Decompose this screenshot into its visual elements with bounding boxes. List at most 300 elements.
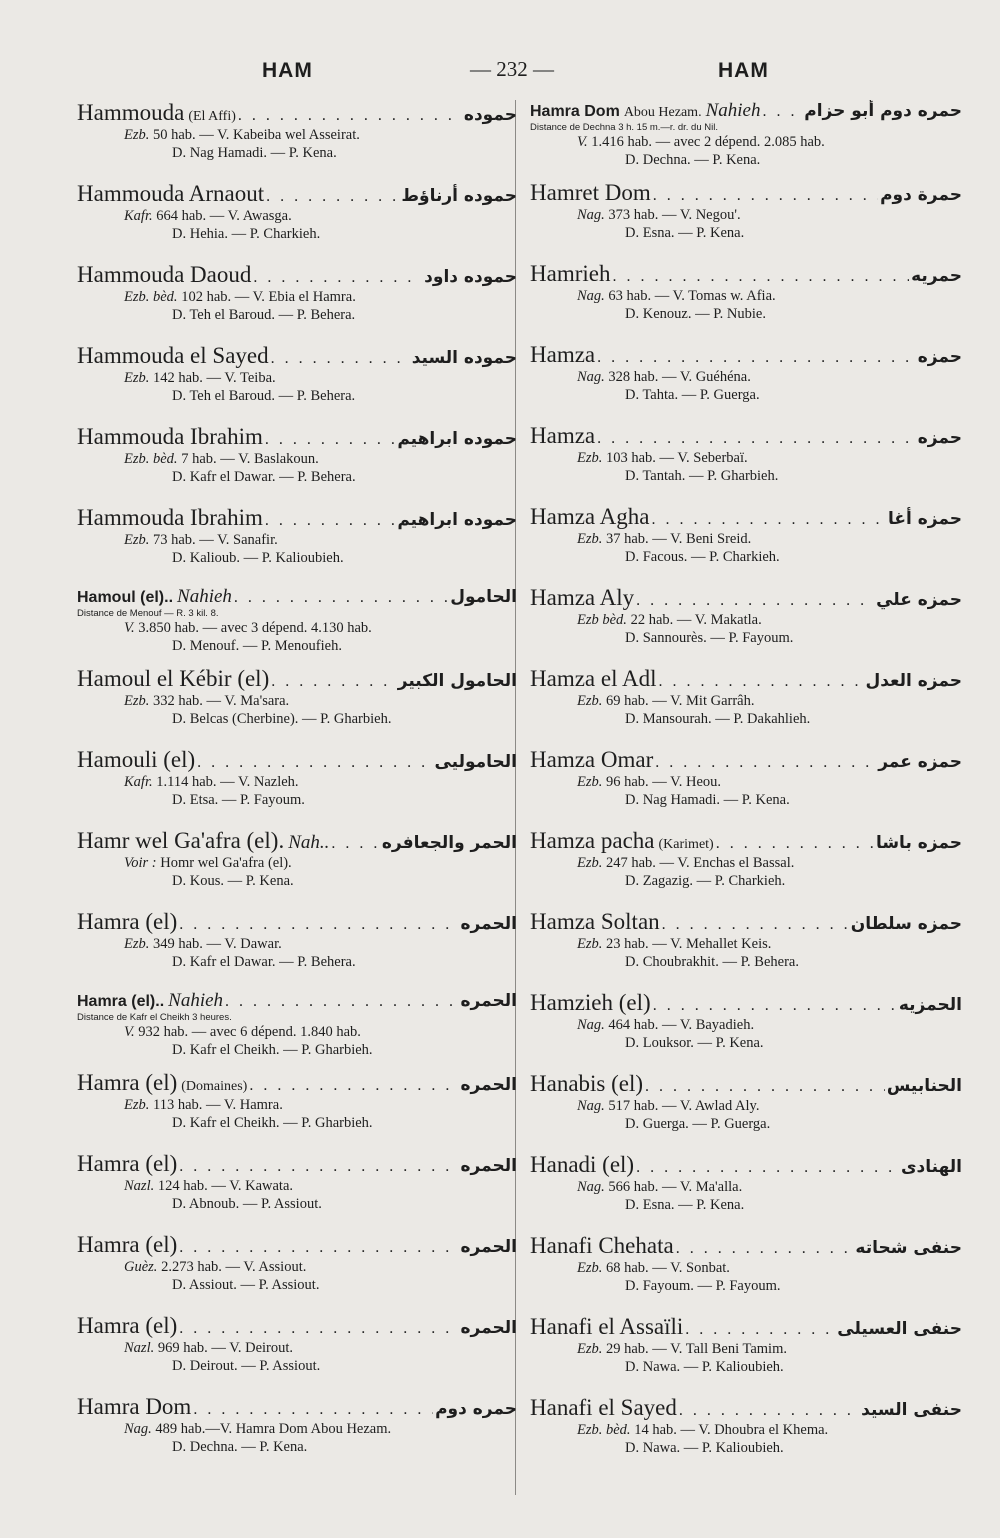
district-province: D. Esna. — P. Kena.	[625, 1197, 745, 1213]
locality-type: V.	[577, 134, 588, 150]
entry-headline	[530, 100, 962, 122]
nahieh-label: Nahieh	[705, 100, 761, 121]
entry-detail-line	[77, 1177, 517, 1195]
locality-type: Ezb.	[577, 450, 603, 466]
place-name: Hamra (el)	[77, 1232, 178, 1257]
dot-leader	[716, 835, 874, 853]
dot-leader	[179, 916, 458, 934]
district-province: D. Etsa. — P. Fayoum.	[172, 792, 305, 808]
entry-detail-line	[77, 1420, 517, 1438]
dot-leader	[636, 1159, 899, 1177]
arabic-name: حمزه سلطان	[850, 914, 962, 934]
entry-headline	[530, 666, 962, 692]
directory-entry	[77, 505, 517, 586]
population-village: 664 hab. — V. Awasga.	[156, 208, 292, 224]
locality-type: Kafr.	[124, 208, 153, 224]
district-province: D. Facous. — P. Charkieh.	[625, 549, 780, 565]
district-province: D. Nag Hamadi. — P. Kena.	[625, 792, 790, 808]
entry-detail-line	[530, 133, 962, 151]
locality-type: Ezb.	[124, 532, 150, 548]
population-village: 2.273 hab. — V. Assiout.	[161, 1259, 307, 1275]
directory-entry	[77, 424, 517, 505]
nahieh-label: Nah..	[288, 832, 330, 853]
population-village: 932 hab. — avec 6 dépend. 1.840 hab.	[138, 1024, 361, 1040]
locality-type: Nag.	[577, 207, 605, 223]
directory-entry	[530, 1152, 962, 1233]
entry-detail-line	[530, 692, 962, 710]
place-name: Hamra Dom	[77, 1394, 192, 1419]
entry-detail-line	[530, 1340, 962, 1358]
entry-headline	[77, 1394, 517, 1420]
arabic-name: الحنابيس	[886, 1076, 962, 1096]
place-name: Hammouda Daoud	[77, 262, 252, 287]
arabic-name: حمزه علي	[876, 590, 962, 610]
district-province: D. Abnoub. — P. Assiout.	[172, 1196, 322, 1212]
district-province: D. Kafr el Cheikh. — P. Gharbieh.	[172, 1115, 373, 1131]
dot-leader	[653, 997, 897, 1015]
entry-detail-line	[77, 619, 517, 637]
entry-detail-line	[77, 1096, 517, 1114]
place-name: Hamret Dom	[530, 180, 651, 205]
population-village: 50 hab. — V. Kabeiba wel Asseirat.	[153, 127, 360, 143]
population-village: 969 hab. — V. Deirout.	[157, 1340, 294, 1356]
population-village: 22 hab. — V. Makatla.	[630, 612, 762, 628]
running-head-left: HAM	[262, 59, 313, 82]
locality-type: Ezb.	[124, 1097, 150, 1113]
place-qualifier: (Karimet)	[658, 837, 714, 852]
entry-headline	[77, 1232, 517, 1258]
population-village: 464 hab. — V. Bayadieh.	[608, 1017, 755, 1033]
arabic-name: حمزه	[917, 347, 962, 367]
locality-type: Ezb.	[124, 936, 150, 952]
entry-headline	[530, 261, 962, 287]
directory-entry	[77, 181, 517, 262]
district-province: D. Dechna. — P. Kena.	[625, 152, 761, 168]
arabic-name: حموده السيد	[411, 348, 517, 368]
directory-entry	[77, 1232, 517, 1313]
locality-type: Ezb.	[124, 370, 150, 386]
district-province: D. Teh el Baroud. — P. Behera.	[172, 388, 356, 404]
directory-entry	[77, 1313, 517, 1394]
district-province: D. Teh el Baroud. — P. Behera.	[172, 307, 356, 323]
arabic-name: حمزه باشا	[875, 833, 962, 853]
arabic-name: الحمره	[460, 991, 517, 1011]
place-qualifier: (Domaines)	[181, 1079, 248, 1094]
arabic-name: حمزه عمر	[878, 752, 962, 772]
arabic-name: حمره دوم	[435, 1399, 517, 1419]
district-province: D. Deirout. — P. Assiout.	[172, 1358, 321, 1374]
entry-headline	[77, 262, 517, 288]
entry-detail-line	[530, 611, 962, 629]
district-province: D. Belcas (Cherbine). — P. Gharbieh.	[172, 711, 392, 727]
population-village: 489 hab.—V. Hamra Dom Abou Hezam.	[155, 1421, 392, 1437]
arabic-name: الحمزيه	[898, 995, 962, 1015]
population-village: 566 hab. — V. Ma'alla.	[608, 1179, 743, 1195]
place-name: Hamza	[530, 423, 596, 448]
population-village: 1.416 hab. — avec 2 dépend. 2.085 hab.	[591, 134, 825, 150]
locality-type: Guèz.	[124, 1259, 158, 1275]
arabic-name: حمزه أغا	[887, 509, 962, 529]
entry-detail-line	[530, 530, 962, 548]
population-village: 328 hab. — V. Guéhéna.	[608, 369, 751, 385]
arabic-name: الهنادى	[900, 1157, 962, 1177]
population-village: 103 hab. — V. Seberbaï.	[606, 450, 748, 466]
locality-type: V.	[124, 1024, 135, 1040]
directory-entry	[530, 1233, 962, 1314]
dot-leader	[249, 1077, 458, 1095]
place-name: Hamza Aly	[530, 585, 635, 610]
dot-leader	[685, 1321, 835, 1339]
dot-leader	[265, 512, 395, 530]
entry-detail-line	[77, 369, 517, 387]
arabic-name: حنفى العسيلى	[837, 1319, 962, 1339]
place-name: Hammouda Arnaout	[77, 181, 265, 206]
locality-type: Kafr.	[124, 774, 153, 790]
arabic-name: حموده أرناؤط	[401, 186, 517, 206]
entry-detail-line	[77, 854, 517, 872]
entry-detail-line	[77, 1023, 517, 1041]
district-province: D. Kenouz. — P. Nubie.	[625, 306, 766, 322]
locality-type: Ezb.	[577, 693, 603, 709]
place-name: Hamza el Adl	[530, 666, 657, 691]
arabic-name: الحامول الكبير	[397, 671, 517, 691]
entry-headline	[77, 100, 517, 126]
arabic-name: الحمره	[460, 914, 517, 934]
entry-headline	[530, 747, 962, 773]
place-name: Hamza Omar	[530, 747, 654, 772]
entry-headline	[530, 990, 962, 1016]
locality-type: Nag.	[124, 1421, 152, 1437]
district-province: D. Assiout. — P. Assiout.	[172, 1277, 320, 1293]
population-village: 102 hab. — V. Ebia el Hamra.	[181, 289, 356, 305]
district-province: D. Kafr el Dawar. — P. Behera.	[172, 469, 356, 485]
arabic-name: الحمره	[460, 1237, 517, 1257]
population-village: 113 hab. — V. Hamra.	[153, 1097, 283, 1113]
directory-entry	[77, 747, 517, 828]
directory-entry	[530, 180, 962, 261]
directory-entry	[530, 1071, 962, 1152]
entry-headline	[530, 342, 962, 368]
place-name: Hanafi Chehata	[530, 1233, 674, 1258]
place-name: Hamoul el Kébir (el)	[77, 666, 270, 691]
directory-entry	[530, 423, 962, 504]
locality-type: Ezb bèd.	[577, 612, 627, 628]
population-village: 96 hab. — V. Heou.	[606, 774, 722, 790]
district-province: D. Louksor. — P. Kena.	[625, 1035, 764, 1051]
locality-type: Ezb. bèd.	[124, 451, 178, 467]
entry-detail-line	[530, 206, 962, 224]
arabic-name: حنفى السيد	[861, 1400, 962, 1420]
directory-entry	[77, 666, 517, 747]
entry-headline	[77, 1070, 517, 1096]
dot-leader	[193, 1401, 433, 1419]
dot-leader	[197, 754, 432, 772]
directory-entry	[530, 666, 962, 747]
entry-headline	[530, 1395, 962, 1421]
directory-entry	[530, 261, 962, 342]
page-header	[0, 55, 1000, 91]
dot-leader	[238, 107, 462, 125]
entry-detail-line	[530, 287, 962, 305]
directory-entry	[530, 909, 962, 990]
entry-detail-line	[530, 368, 962, 386]
population-village: 142 hab. — V. Teiba.	[153, 370, 276, 386]
dot-leader	[331, 835, 380, 853]
directory-entry	[77, 343, 517, 424]
entry-detail-line	[77, 450, 517, 468]
entry-headline	[77, 747, 517, 773]
place-name: Hanadi (el)	[530, 1152, 635, 1177]
population-village: 247 hab. — V. Enchas el Bassal.	[606, 855, 795, 871]
locality-type: Nag.	[577, 288, 605, 304]
entry-detail-line	[77, 207, 517, 225]
entry-headline	[530, 585, 962, 611]
dot-leader	[271, 673, 396, 691]
right-column	[530, 100, 962, 1476]
entry-headline	[77, 666, 517, 692]
district-province: D. Kalioub. — P. Kalioubieh.	[172, 550, 344, 566]
entry-detail-line	[77, 1339, 517, 1357]
dot-leader	[658, 673, 863, 691]
entry-detail-line	[530, 773, 962, 791]
place-name: Hamzieh (el)	[530, 990, 651, 1015]
dot-leader	[645, 1078, 885, 1096]
directory-entry	[77, 586, 517, 666]
place-name: Hamra (el)	[77, 1070, 178, 1095]
entry-headline	[530, 828, 962, 854]
entry-headline	[530, 909, 962, 935]
directory-entry	[530, 990, 962, 1071]
directory-entry	[77, 1151, 517, 1232]
arabic-name: الحمر والجعافره	[381, 833, 517, 853]
arabic-name: الحمره	[460, 1156, 517, 1176]
entry-headline	[77, 828, 517, 854]
locality-type: V.	[124, 620, 135, 636]
arabic-name: حمره دوم أبو حزام	[804, 101, 962, 121]
directory-entry	[530, 828, 962, 909]
place-name: Hamza Soltan	[530, 909, 660, 934]
running-head-right: HAM	[718, 59, 769, 82]
entry-headline	[77, 1313, 517, 1339]
arabic-name: حموده ابراهيم	[397, 429, 517, 449]
population-village: 69 hab. — V. Mit Garrâh.	[606, 693, 755, 709]
population-village: 517 hab. — V. Awlad Aly.	[608, 1098, 760, 1114]
locality-type: Ezb.	[577, 855, 603, 871]
district-province: D. Kafr el Dawar. — P. Behera.	[172, 954, 356, 970]
entry-headline	[77, 909, 517, 935]
place-name: Hanafi el Sayed	[530, 1395, 677, 1420]
entry-headline	[77, 586, 517, 608]
district-province: D. Nag Hamadi. — P. Kena.	[172, 145, 337, 161]
entry-detail-line	[530, 1421, 962, 1439]
locality-type: Nag.	[577, 1179, 605, 1195]
locality-type: Nag.	[577, 369, 605, 385]
place-name: Hamra (el)	[77, 1313, 178, 1338]
district-province: D. Kous. — P. Kena.	[172, 873, 294, 889]
place-name: Hamra (el)	[77, 1151, 178, 1176]
directory-entry	[77, 262, 517, 343]
directory-entry	[77, 100, 517, 181]
entry-detail-line	[530, 1259, 962, 1277]
dot-leader	[271, 350, 410, 368]
arabic-name: الحاموليى	[434, 752, 517, 772]
locality-type: Ezb.	[577, 1341, 603, 1357]
population-village: 7 hab. — V. Baslakoun.	[181, 451, 319, 467]
entry-headline	[77, 990, 517, 1012]
place-name: Hamoul (el)..	[77, 589, 174, 606]
entry-detail-line	[77, 1258, 517, 1276]
entry-headline	[530, 1071, 962, 1097]
population-village: 349 hab. — V. Dawar.	[153, 936, 282, 952]
place-name: Hammouda el Sayed	[77, 343, 269, 368]
entry-headline	[530, 1233, 962, 1259]
place-name: Hamrieh	[530, 261, 611, 286]
entry-detail-line	[530, 1016, 962, 1034]
entry-detail-line	[530, 1097, 962, 1115]
locality-type: Ezb. bèd.	[577, 1422, 631, 1438]
district-province: D. Fayoum. — P. Fayoum.	[625, 1278, 781, 1294]
population-village: 373 hab. — V. Negou'.	[608, 207, 741, 223]
dot-leader	[266, 188, 399, 206]
entry-detail-line	[77, 692, 517, 710]
district-province: D. Nawa. — P. Kalioubieh.	[625, 1440, 784, 1456]
arabic-name: حمريه	[911, 266, 962, 286]
entry-headline	[77, 1151, 517, 1177]
entry-headline	[530, 1152, 962, 1178]
population-village: 23 hab. — V. Mehallet Keis.	[606, 936, 772, 952]
directory-entry	[530, 747, 962, 828]
nahieh-label: Nahieh	[177, 586, 232, 607]
dot-leader	[265, 431, 395, 449]
entry-detail-line	[530, 854, 962, 872]
arabic-name: الحمره	[460, 1075, 517, 1095]
dot-leader	[597, 349, 916, 367]
place-name: Hamra (el)	[77, 909, 178, 934]
nahieh-label: Nahieh	[168, 990, 224, 1011]
locality-type: Ezb.	[577, 1260, 603, 1276]
district-province: D. Kafr el Cheikh. — P. Gharbieh.	[172, 1042, 373, 1058]
dot-leader	[234, 589, 448, 607]
place-qualifier: (El Affi)	[188, 109, 236, 124]
entry-headline	[77, 181, 517, 207]
place-name: Hamra Dom	[530, 103, 620, 120]
place-name: Hamza Agha	[530, 504, 650, 529]
left-column	[77, 100, 517, 1475]
entry-headline	[530, 423, 962, 449]
entry-headline	[77, 343, 517, 369]
district-province: D. Mansourah. — P. Dakahlieh.	[625, 711, 811, 727]
arabic-name: حنفى شحاته	[855, 1238, 962, 1258]
district-province: D. Tahta. — P. Guerga.	[625, 387, 760, 403]
entry-detail-line	[77, 126, 517, 144]
entry-headline	[530, 504, 962, 530]
entry-detail-line	[77, 531, 517, 549]
dot-leader	[653, 187, 878, 205]
dot-leader	[179, 1158, 458, 1176]
place-name: Hammouda Ibrahim	[77, 424, 263, 449]
directory-entry	[77, 1070, 517, 1151]
place-qualifier: Abou Hezam.	[623, 105, 702, 120]
population-village: 63 hab. — V. Tomas w. Afia.	[608, 288, 776, 304]
dot-leader	[679, 1402, 859, 1420]
dot-leader	[636, 592, 874, 610]
entry-detail-line	[530, 935, 962, 953]
directory-entry	[530, 342, 962, 423]
district-province: D. Sannourès. — P. Fayoum.	[625, 630, 794, 646]
district-province: D. Guerga. — P. Guerga.	[625, 1116, 771, 1132]
dot-leader	[612, 268, 909, 286]
locality-type: Ezb.	[124, 693, 150, 709]
directory-entry	[77, 828, 517, 909]
locality-type: Voir :	[124, 855, 157, 871]
place-name: Hamouli (el)	[77, 747, 196, 772]
dot-leader	[253, 269, 422, 287]
directory-entry	[77, 1394, 517, 1475]
locality-type: Nag.	[577, 1098, 605, 1114]
distance-note: Distance de Menouf — R. 3 kil. 8.	[77, 608, 219, 619]
place-name: Hamza	[530, 342, 596, 367]
place-name: Hamr wel Ga'afra (el).	[77, 828, 285, 853]
directory-entry	[530, 504, 962, 585]
directory-entry	[530, 1395, 962, 1476]
entry-detail-line	[530, 1178, 962, 1196]
population-village: 124 hab. — V. Kawata.	[157, 1178, 294, 1194]
page-number: — 232 —	[470, 57, 554, 81]
directory-entry	[77, 990, 517, 1070]
population-village: 29 hab. — V. Tall Beni Tamim.	[606, 1341, 787, 1357]
place-name: Hammouda	[77, 100, 185, 125]
locality-type: Ezb.	[577, 936, 603, 952]
locality-type: Ezb.	[577, 531, 603, 547]
entry-detail-line	[530, 449, 962, 467]
population-village: 1.114 hab. — V. Nazleh.	[156, 774, 299, 790]
population-village: 68 hab. — V. Sonbat.	[606, 1260, 730, 1276]
dot-leader	[179, 1320, 458, 1338]
arabic-name: حموده ابراهيم	[397, 510, 517, 530]
locality-type: Nag.	[577, 1017, 605, 1033]
locality-type: Nazl.	[124, 1340, 155, 1356]
dot-leader	[597, 430, 916, 448]
district-province: D. Nawa. — P. Kalioubieh.	[625, 1359, 784, 1375]
locality-type: Ezb. bèd.	[124, 289, 178, 305]
arabic-name: حمزه العدل	[865, 671, 962, 691]
entry-detail-line	[77, 935, 517, 953]
population-village: 3.850 hab. — avec 3 dépend. 4.130 hab.	[138, 620, 372, 636]
entry-headline	[77, 505, 517, 531]
district-province: D. Tantah. — P. Gharbieh.	[625, 468, 779, 484]
arabic-name: حمزه	[917, 428, 962, 448]
entry-detail-line	[77, 288, 517, 306]
locality-type: Ezb.	[577, 774, 603, 790]
district-province: D. Zagazig. — P. Charkieh.	[625, 873, 786, 889]
dot-leader	[225, 993, 458, 1011]
place-name: Hanafi el Assaïli	[530, 1314, 684, 1339]
place-name: Hamza pacha	[530, 828, 655, 853]
entry-headline	[530, 1314, 962, 1340]
place-name: Hammouda Ibrahim	[77, 505, 263, 530]
dot-leader	[651, 511, 886, 529]
population-village: 73 hab. — V. Sanafir.	[153, 532, 278, 548]
directory-entry	[530, 1314, 962, 1395]
directory-entry	[530, 585, 962, 666]
dot-leader	[655, 754, 876, 772]
distance-note: Distance de Kafr el Cheikh 3 heures.	[77, 1012, 232, 1023]
entry-headline	[77, 424, 517, 450]
district-province: D. Choubrakhit. — P. Behera.	[625, 954, 799, 970]
population-village: Homr wel Ga'afra (el).	[160, 855, 292, 871]
distance-note: Distance de Dechna 3 h. 15 m.—r. dr. du Nil.	[530, 122, 718, 133]
dot-leader	[662, 916, 849, 934]
